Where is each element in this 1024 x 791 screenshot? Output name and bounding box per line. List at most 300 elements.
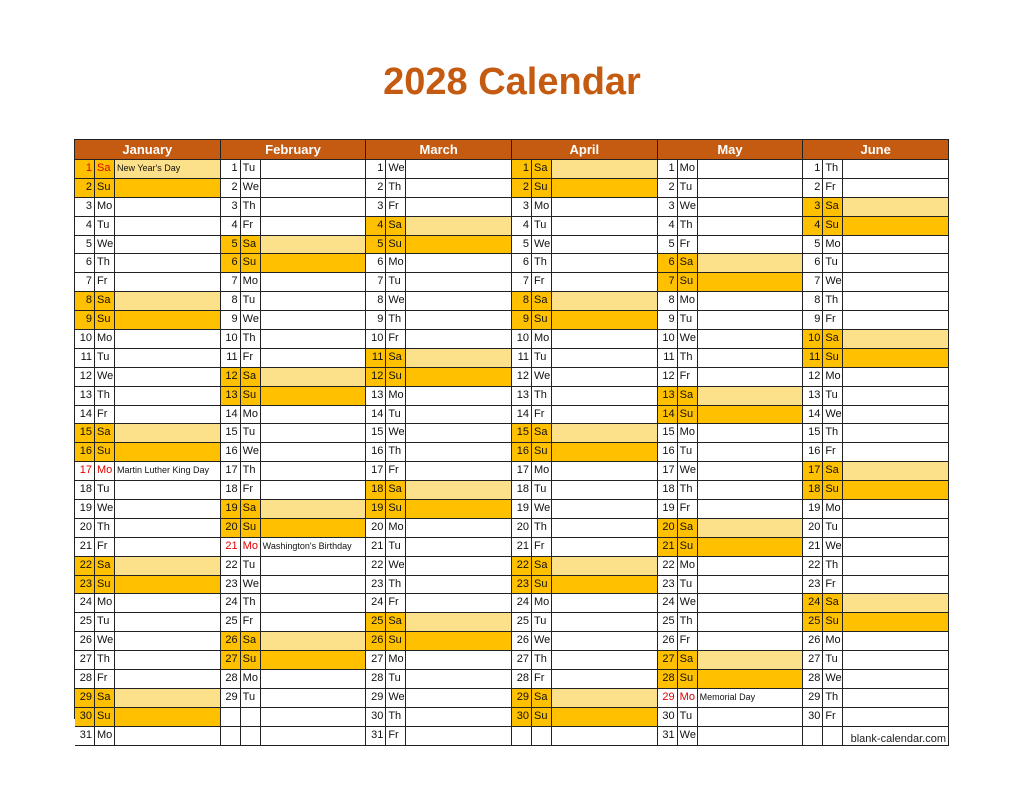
day-number: 10	[366, 330, 386, 348]
day-row	[75, 708, 220, 727]
holiday-note	[552, 670, 657, 688]
day-number: 19	[658, 500, 678, 518]
weekday-label: We	[241, 443, 261, 461]
day-row	[512, 217, 657, 236]
day-row	[75, 311, 220, 330]
day-row	[803, 576, 948, 595]
holiday-note	[406, 519, 511, 537]
day-number: 12	[366, 368, 386, 386]
day-row	[366, 576, 511, 595]
holiday-note	[261, 632, 366, 650]
holiday-note	[406, 292, 511, 310]
day-number: 2	[221, 179, 241, 197]
day-row	[221, 330, 366, 349]
holiday-note	[115, 651, 220, 669]
day-number: 22	[221, 557, 241, 575]
weekday-label: Tu	[532, 217, 552, 235]
day-row	[658, 538, 803, 557]
day-row	[221, 462, 366, 481]
day-row	[512, 462, 657, 481]
day-number: 22	[75, 557, 95, 575]
day-row	[803, 311, 948, 330]
weekday-label: Tu	[95, 217, 115, 235]
day-number: 23	[512, 576, 532, 594]
day-number: 18	[803, 481, 823, 499]
holiday-note: New Year's Day	[117, 163, 181, 173]
month-header: June	[803, 140, 948, 160]
day-number: 2	[658, 179, 678, 197]
day-row	[512, 236, 657, 255]
day-row	[803, 651, 948, 670]
holiday-note	[261, 576, 366, 594]
holiday-note	[552, 443, 657, 461]
month-header: January	[75, 140, 220, 160]
holiday-note	[406, 500, 511, 518]
day-row	[221, 519, 366, 538]
weekday-label: We	[678, 727, 698, 745]
holiday-note	[552, 651, 657, 669]
day-row	[803, 538, 948, 557]
weekday-label	[532, 727, 552, 745]
weekday-label: Th	[386, 708, 406, 726]
day-row	[75, 613, 220, 632]
holiday-note	[115, 481, 220, 499]
holiday-note	[261, 217, 366, 235]
day-row	[512, 708, 657, 727]
day-row	[75, 727, 220, 746]
holiday-note	[115, 292, 220, 310]
weekday-label: Th	[823, 160, 843, 178]
day-number: 23	[803, 576, 823, 594]
weekday-label: We	[532, 632, 552, 650]
day-row	[658, 727, 803, 746]
weekday-label: Th	[823, 292, 843, 310]
weekday-label: Sa	[678, 387, 698, 405]
day-row	[366, 727, 511, 746]
weekday-label: Tu	[95, 481, 115, 499]
day-row	[366, 387, 511, 406]
day-number: 20	[366, 519, 386, 537]
weekday-label: Su	[386, 500, 406, 518]
holiday-note	[261, 689, 366, 707]
day-row	[803, 689, 948, 708]
day-number: 12	[512, 368, 532, 386]
day-row	[75, 670, 220, 689]
day-number: 22	[366, 557, 386, 575]
weekday-label: Fr	[532, 670, 552, 688]
holiday-note	[406, 538, 511, 556]
weekday-label: Mo	[241, 273, 261, 291]
day-number: 11	[512, 349, 532, 367]
day-row	[512, 576, 657, 595]
holiday-note	[115, 254, 220, 272]
holiday-note	[115, 500, 220, 518]
day-number: 12	[75, 368, 95, 386]
day-number: 4	[366, 217, 386, 235]
day-number: 27	[658, 651, 678, 669]
weekday-label: Fr	[678, 500, 698, 518]
weekday-label: Tu	[95, 613, 115, 631]
day-row	[512, 651, 657, 670]
holiday-note	[406, 236, 511, 254]
day-row	[75, 217, 220, 236]
holiday-note	[406, 481, 511, 499]
holiday-note	[406, 349, 511, 367]
weekday-label: Sa	[532, 424, 552, 442]
day-number: 3	[658, 198, 678, 216]
holiday-note	[552, 160, 657, 178]
day-row	[366, 368, 511, 387]
weekday-label: Sa	[532, 689, 552, 707]
weekday-label: Fr	[532, 538, 552, 556]
day-number: 9	[75, 311, 95, 329]
day-row	[803, 217, 948, 236]
day-number: 26	[658, 632, 678, 650]
holiday-note	[115, 217, 220, 235]
day-row	[75, 500, 220, 519]
day-row	[803, 519, 948, 538]
holiday-note	[115, 368, 220, 386]
weekday-label: Tu	[386, 538, 406, 556]
day-row	[803, 613, 948, 632]
day-row	[75, 292, 220, 311]
holiday-note	[552, 557, 657, 575]
day-row	[658, 708, 803, 727]
holiday-note	[698, 273, 803, 291]
holiday-note	[843, 330, 948, 348]
weekday-label: Mo	[386, 254, 406, 272]
day-number: 3	[512, 198, 532, 216]
day-number: 26	[366, 632, 386, 650]
weekday-label: Th	[532, 519, 552, 537]
day-number: 24	[366, 594, 386, 612]
weekday-label: Fr	[241, 613, 261, 631]
holiday-note	[406, 368, 511, 386]
day-number: 7	[221, 273, 241, 291]
day-row	[75, 198, 220, 217]
day-number: 9	[512, 311, 532, 329]
day-number: 10	[75, 330, 95, 348]
weekday-label: We	[95, 236, 115, 254]
day-number: 27	[75, 651, 95, 669]
day-number: 18	[658, 481, 678, 499]
day-row	[803, 443, 948, 462]
weekday-label: Sa	[678, 254, 698, 272]
month-column-march	[366, 140, 512, 746]
day-number: 17	[75, 462, 95, 480]
weekday-label: Tu	[241, 557, 261, 575]
weekday-label: Tu	[241, 292, 261, 310]
day-row	[75, 406, 220, 425]
holiday-note	[552, 387, 657, 405]
weekday-label: Su	[532, 443, 552, 461]
weekday-label: We	[95, 368, 115, 386]
weekday-label: Mo	[95, 198, 115, 216]
weekday-label: Th	[241, 198, 261, 216]
month-column-february	[221, 140, 367, 746]
day-number: 8	[366, 292, 386, 310]
holiday-note	[552, 632, 657, 650]
day-row	[366, 670, 511, 689]
day-row	[658, 198, 803, 217]
day-row	[512, 160, 657, 179]
holiday-note	[843, 179, 948, 197]
holiday-note	[115, 557, 220, 575]
day-number: 13	[512, 387, 532, 405]
day-row	[75, 651, 220, 670]
day-number: 1	[75, 160, 95, 178]
day-number: 2	[75, 179, 95, 197]
day-number: 17	[512, 462, 532, 480]
weekday-label: Sa	[95, 689, 115, 707]
weekday-label: Tu	[823, 387, 843, 405]
day-number: 8	[221, 292, 241, 310]
holiday-note	[843, 236, 948, 254]
weekday-label: Sa	[532, 160, 552, 178]
weekday-label: Tu	[241, 689, 261, 707]
day-row	[366, 273, 511, 292]
day-number: 30	[658, 708, 678, 726]
day-number: 6	[803, 254, 823, 272]
weekday-label: Th	[678, 481, 698, 499]
holiday-note	[552, 292, 657, 310]
day-number: 7	[658, 273, 678, 291]
weekday-label: Tu	[241, 424, 261, 442]
day-number: 8	[75, 292, 95, 310]
weekday-label: Mo	[95, 727, 115, 745]
holiday-note	[552, 594, 657, 612]
day-number: 15	[512, 424, 532, 442]
day-number: 1	[366, 160, 386, 178]
day-number: 23	[366, 576, 386, 594]
day-number: 3	[803, 198, 823, 216]
weekday-label: We	[823, 273, 843, 291]
holiday-note	[843, 576, 948, 594]
day-row	[75, 160, 220, 179]
day-number: 21	[366, 538, 386, 556]
day-row	[803, 273, 948, 292]
holiday-note	[698, 708, 803, 726]
holiday-note	[406, 443, 511, 461]
month-header: April	[512, 140, 657, 160]
day-row	[658, 254, 803, 273]
weekday-label: Sa	[678, 519, 698, 537]
day-row	[803, 557, 948, 576]
weekday-label: Th	[386, 311, 406, 329]
day-row	[366, 594, 511, 613]
holiday-note	[843, 387, 948, 405]
day-row	[221, 406, 366, 425]
weekday-label: Th	[532, 387, 552, 405]
day-row	[75, 179, 220, 198]
weekday-label: Sa	[678, 651, 698, 669]
day-number: 27	[803, 651, 823, 669]
day-number: 2	[803, 179, 823, 197]
holiday-note	[843, 217, 948, 235]
day-row	[512, 519, 657, 538]
day-number: 17	[803, 462, 823, 480]
day-number: 14	[221, 406, 241, 424]
day-row	[658, 387, 803, 406]
day-number: 10	[658, 330, 678, 348]
day-number: 5	[658, 236, 678, 254]
holiday-note	[698, 651, 803, 669]
day-row	[512, 481, 657, 500]
holiday-note	[261, 179, 366, 197]
weekday-label: Sa	[823, 594, 843, 612]
day-number: 11	[221, 349, 241, 367]
day-row	[512, 727, 657, 746]
day-row	[658, 406, 803, 425]
day-row	[221, 254, 366, 273]
day-row	[75, 519, 220, 538]
holiday-note	[406, 651, 511, 669]
day-row	[658, 330, 803, 349]
day-number: 7	[803, 273, 823, 291]
holiday-note	[115, 519, 220, 537]
day-row	[366, 179, 511, 198]
holiday-note	[406, 594, 511, 612]
day-row	[75, 443, 220, 462]
day-number: 9	[221, 311, 241, 329]
day-number: 12	[221, 368, 241, 386]
weekday-label: Th	[241, 594, 261, 612]
day-row	[803, 254, 948, 273]
weekday-label: Su	[532, 179, 552, 197]
holiday-note	[115, 273, 220, 291]
weekday-label: Su	[95, 708, 115, 726]
weekday-label: Th	[386, 179, 406, 197]
weekday-label: Su	[823, 481, 843, 499]
day-number: 11	[366, 349, 386, 367]
day-row	[221, 349, 366, 368]
weekday-label: Mo	[823, 236, 843, 254]
day-number: 31	[366, 727, 386, 745]
day-row	[512, 198, 657, 217]
holiday-note	[698, 594, 803, 612]
holiday-note	[843, 557, 948, 575]
day-number: 18	[75, 481, 95, 499]
day-row	[512, 670, 657, 689]
weekday-label: Th	[95, 254, 115, 272]
holiday-note	[115, 443, 220, 461]
day-row	[366, 254, 511, 273]
day-number: 29	[803, 689, 823, 707]
weekday-label: Su	[678, 538, 698, 556]
holiday-note	[261, 236, 366, 254]
holiday-note	[843, 311, 948, 329]
day-number: 19	[75, 500, 95, 518]
day-row	[366, 613, 511, 632]
weekday-label: Su	[823, 613, 843, 631]
weekday-label: Sa	[386, 613, 406, 631]
day-row	[221, 179, 366, 198]
weekday-label: Tu	[532, 349, 552, 367]
day-row	[75, 594, 220, 613]
day-number: 16	[221, 443, 241, 461]
day-row	[658, 557, 803, 576]
day-number: 20	[221, 519, 241, 537]
holiday-note	[843, 632, 948, 650]
weekday-label: Th	[823, 424, 843, 442]
weekday-label: Mo	[678, 689, 698, 707]
day-row	[366, 651, 511, 670]
day-row	[803, 632, 948, 651]
day-number: 19	[366, 500, 386, 518]
holiday-note	[552, 236, 657, 254]
day-number: 20	[803, 519, 823, 537]
weekday-label: Tu	[678, 708, 698, 726]
day-row	[658, 349, 803, 368]
weekday-label: Fr	[241, 481, 261, 499]
holiday-note	[698, 330, 803, 348]
day-number: 23	[658, 576, 678, 594]
day-number: 17	[221, 462, 241, 480]
day-row	[366, 462, 511, 481]
holiday-note	[698, 576, 803, 594]
weekday-label: Sa	[823, 330, 843, 348]
weekday-label: We	[386, 689, 406, 707]
weekday-label: Fr	[823, 443, 843, 461]
weekday-label: Sa	[386, 217, 406, 235]
weekday-label: Mo	[95, 594, 115, 612]
day-row	[512, 538, 657, 557]
day-row	[658, 689, 803, 708]
weekday-label: Th	[678, 613, 698, 631]
weekday-label: Fr	[95, 273, 115, 291]
day-number: 18	[512, 481, 532, 499]
day-number: 13	[366, 387, 386, 405]
day-number: 4	[803, 217, 823, 235]
day-number: 19	[512, 500, 532, 518]
day-row	[366, 424, 511, 443]
day-row	[658, 443, 803, 462]
day-row	[512, 349, 657, 368]
holiday-note	[406, 330, 511, 348]
holiday-note	[843, 273, 948, 291]
day-row	[512, 273, 657, 292]
holiday-note	[552, 538, 657, 556]
weekday-label: Fr	[823, 576, 843, 594]
day-number: 31	[658, 727, 678, 745]
weekday-label: Fr	[386, 330, 406, 348]
day-number: 2	[366, 179, 386, 197]
weekday-label: Tu	[678, 443, 698, 461]
holiday-note	[552, 708, 657, 726]
day-row	[221, 217, 366, 236]
holiday-note	[698, 368, 803, 386]
weekday-label: We	[95, 632, 115, 650]
day-number: 25	[366, 613, 386, 631]
holiday-note	[115, 311, 220, 329]
day-number: 5	[75, 236, 95, 254]
day-number: 16	[75, 443, 95, 461]
weekday-label: Su	[823, 217, 843, 235]
day-row	[366, 519, 511, 538]
weekday-label: Su	[95, 311, 115, 329]
day-number: 6	[658, 254, 678, 272]
day-row	[803, 292, 948, 311]
weekday-label: Mo	[532, 594, 552, 612]
day-row	[803, 424, 948, 443]
day-number: 18	[366, 481, 386, 499]
day-number: 25	[221, 613, 241, 631]
day-row	[658, 651, 803, 670]
weekday-label: Tu	[678, 576, 698, 594]
holiday-note	[406, 613, 511, 631]
day-row	[366, 481, 511, 500]
holiday-note	[261, 292, 366, 310]
